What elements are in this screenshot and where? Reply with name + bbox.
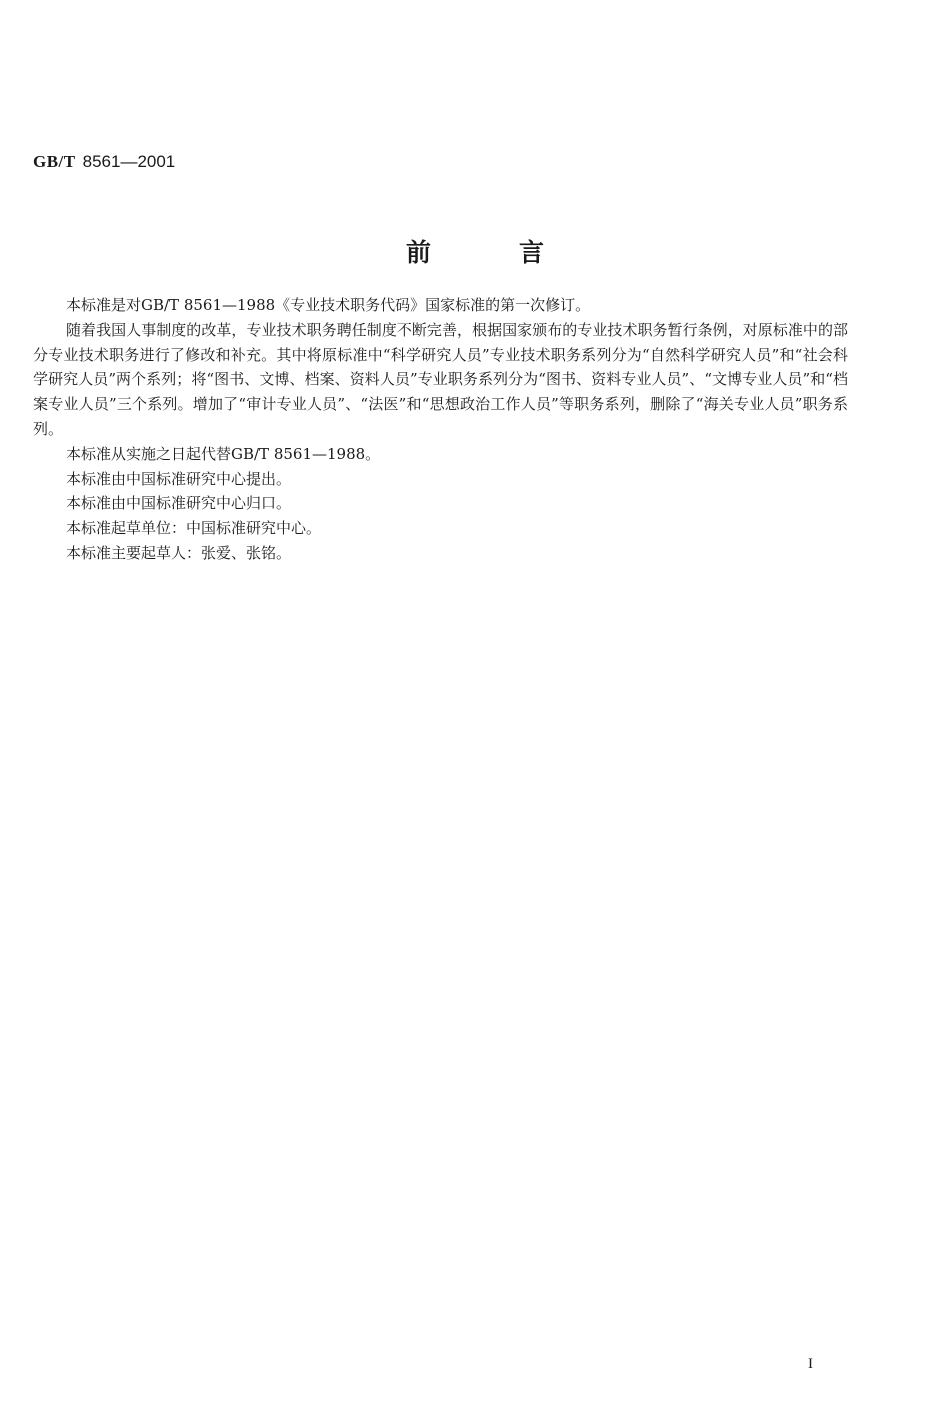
page-title: 前言 [405, 238, 632, 267]
paragraph-proposer: 本标准由中国标准研究中心提出。 [66, 469, 292, 488]
paragraph-drafters: 本标准主要起草人：张爱、张铭。 [66, 543, 292, 562]
paragraph-administrator: 本标准由中国标准研究中心归口。 [66, 494, 292, 513]
paragraph-revision-note: 本标准是对GB/T 8561—1988《专业技术职务代码》国家标准的第一次修订。 [66, 296, 591, 314]
paragraph-changes: 随着我国人事制度的改革，专业技术职务聘任制度不断完善，根据国家颁布的专业技术职务暂行条例，对原标准中的部分专业技术职务进行了修改和补充。其中将原标准中“科学研究人员”专业技术职务系列分为“自然科学研究人员”和“社会科学研究人员”两个系列；将“图书、文博、档案、资料人员”专业职务系列分为“图书、资料专业人员”、“文博专业人员”和“档案专业人员”三个系列。增加了“审计专业人员”、“法医”和“思想政治工作人员”等职务系列，删除了“海关专业人员”职务系列。 [33, 320, 848, 438]
standard-code [33, 151, 175, 173]
page-number: I [808, 1356, 813, 1372]
standard-code-number: 8561—2001 [82, 152, 176, 171]
standard-code-prefix: GB/T [33, 152, 76, 171]
foreword-body [33, 293, 848, 566]
paragraph-replacement: 本标准从实施之日起代替GB/T 8561—1988。 [66, 444, 381, 463]
paragraph-drafting-unit: 本标准起草单位：中国标准研究中心。 [66, 519, 322, 538]
